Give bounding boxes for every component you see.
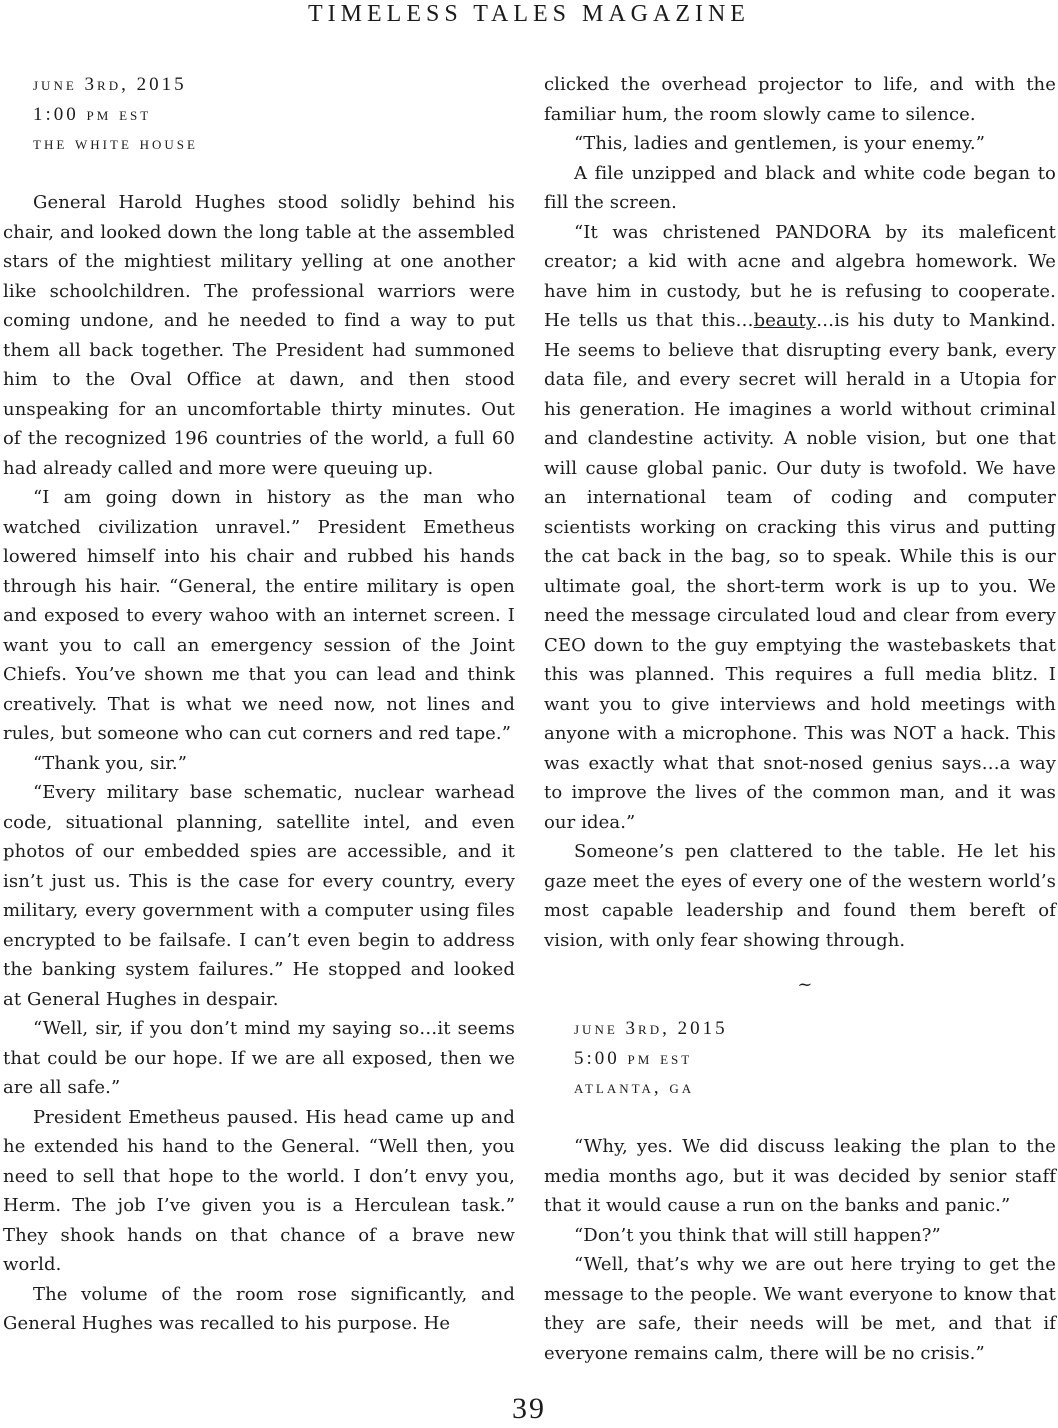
paragraph-text: “It was christened PANDORA by its maleficent creator; a kid with acne and algebra homework. We have him in custody, but he is refusing to cooperate. He tells us that this…: [544, 221, 1056, 331]
story-paragraph: “Every military base schematic, nuclear warhead code, situational planning, satellite intel, and even photos of our embedded spies are accessible, and it isn’t just us. This is the case for every country, every military, every government with a computer using files encrypted to be failsafe. I can’t even begin to address the banking system failures.” He stopped and looked at General Hughes in despair.: [3, 782, 515, 1010]
paragraph-text: …is his duty to Mankind. He seems to believe that disrupting every bank, every data file, and every secret will herald in a Utopia for his generation. He imagines a world without criminal and clandestine activity. A noble vision, but one that will cause global panic. Our duty is twofold. We have an international team of coding and computer scientists working on cracking this virus and putting the cat back in the bag, so to speak. While this is our ultimate goal, the short-term work is up to you. We need the message circulated loud and clear from every CEO down to the guy emptying the wastebaskets that this was planned. This requires a full media blitz. I want you to give interviews and hold meetings with anyone with a microphone. This was NOT a hack. This was exactly what that snot-nosed genius says…a way to improve the lives of the common man, and it was our idea.”: [544, 310, 1056, 833]
left-column: [3, 70, 515, 1339]
right-column: [544, 70, 1056, 1368]
scene2-place: atlanta, ga: [574, 1077, 695, 1098]
scene2-date: june 3rd, 2015: [574, 1018, 728, 1039]
story-paragraph: “Well, sir, if you don’t mind my saying so…it seems that could be our hope. If we are all exposed, then we are all safe.”: [3, 1018, 515, 1098]
scene-separator: ~: [797, 974, 813, 995]
section-spacer: [3, 159, 515, 189]
story-paragraph: “Well, that’s why we are out here trying to get the message to the people. We want everyone to know that they are safe, their needs will be met, and that if everyone remains calm, there will be no crisis.”: [544, 1254, 1056, 1364]
story-paragraph: “I am going down in history as the man who watched civilization unravel.” President Emetheus lowered himself into his chair and rubbed his hands through his hair. “General, the entire military is open and exposed to every wahoo with an internet screen. I want you to call an emergency session of the Joint Chiefs. You’ve shown me that you can lead and think creatively. That is what we need now, not lines and rules, but someone who can cut corners and red tape.”: [3, 487, 515, 744]
story-paragraph: “Thank you, sir.”: [33, 752, 188, 774]
page-number: 39: [512, 1392, 546, 1425]
section-spacer: [544, 1103, 1056, 1133]
story-paragraph: A file unzipped and black and white code began to fill the screen.: [544, 162, 1056, 213]
scene1-time: 1:00 pm est: [33, 103, 152, 125]
magazine-masthead: TIMELESS TALES MAGAZINE: [308, 1, 750, 27]
story-paragraph-continued: clicked the overhead projector to life, and with the familiar hum, the room slowly came to silence.: [544, 74, 1056, 125]
story-paragraph: [544, 218, 1056, 838]
story-paragraph: The volume of the room rose significantly, and General Hughes was recalled to his purpose. He: [3, 1283, 515, 1334]
story-paragraph: “Why, yes. We did discuss leaking the plan to the media months ago, but it was decided by senior staff that it would cause a run on the banks and panic.”: [544, 1136, 1056, 1216]
scene1-place: the white house: [33, 133, 198, 154]
underlined-word: beauty: [753, 310, 817, 331]
story-paragraph: President Emetheus paused. His head came up and he extended his hand to the General. “Well then, you need to sell that hope to the world. I don’t envy you, Herm. The job I’ve given you is a Herculean task.” They shook hands on that chance of a brave new world.: [3, 1106, 515, 1275]
scene1-date: june 3rd, 2015: [33, 74, 187, 95]
scene2-time: 5:00 pm est: [574, 1047, 693, 1069]
story-paragraph: General Harold Hughes stood solidly behind his chair, and looked down the long table at the assembled stars of the mightiest military yelling at one another like schoolchildren. The professional warriors were coming undone, and he needed to find a way to put them all back together. The President had summoned him to the Oval Office at dawn, and then stood unspeaking for an uncomfortable thirty minutes. Out of the recognized 196 countries of the world, a full 60 had already called and more were queuing up.: [3, 192, 515, 479]
story-paragraph: Someone’s pen clattered to the table. He let his gaze meet the eyes of every one of the western world’s most capable leadership and found them bereft of vision, with only fear showing through.: [544, 841, 1056, 951]
story-paragraph: “This, ladies and gentlemen, is your enemy.”: [574, 133, 986, 154]
story-paragraph: “Don’t you think that will still happen?”: [574, 1224, 941, 1246]
